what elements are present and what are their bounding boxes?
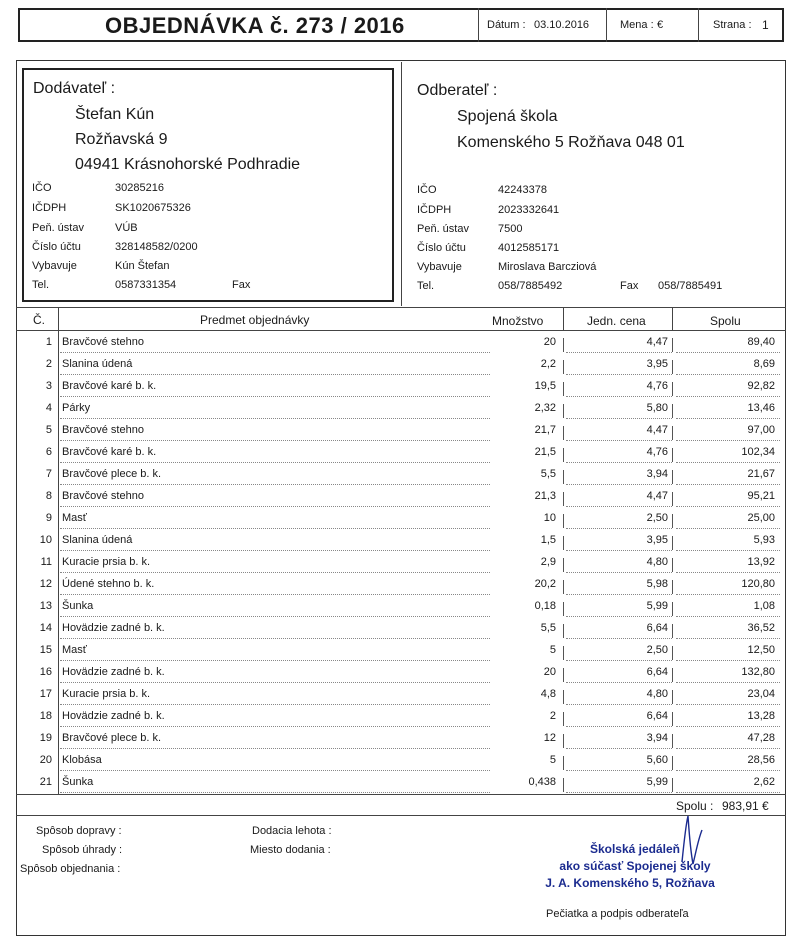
row-total: 92,82 [747,380,775,392]
row-unit-price: 3,94 [646,468,668,480]
row-divider [672,558,673,572]
row-underline [676,352,780,353]
row-divider [563,756,564,770]
row-divider [672,602,673,616]
row-underline [60,770,490,771]
row-underline [676,770,780,771]
table-row [0,486,800,508]
row-underline [676,704,780,705]
table-bottom-border [16,794,786,795]
document-title: OBJEDNÁVKA č. 273 / 2016 [105,13,405,38]
row-underline [60,396,490,397]
table-row [0,442,800,464]
customer-fax-value: 058/7885491 [658,280,723,292]
row-underline [676,374,780,375]
row-underline [676,726,780,727]
row-underline [676,748,780,749]
row-divider [563,382,564,396]
row-total: 102,34 [741,446,775,458]
row-item: Šunka [62,776,94,788]
row-divider [563,338,564,352]
row-quantity: 21,5 [534,446,556,458]
row-divider [563,492,564,506]
table-row [0,728,800,750]
row-divider [563,668,564,682]
stamp-line: ako súčasť Spojenej školy [559,859,711,873]
row-underline [60,506,490,507]
row-underline [566,748,672,749]
row-number: 3 [45,380,52,392]
row-unit-price: 4,76 [646,380,668,392]
row-number: 18 [39,710,52,722]
row-item: Hovädzie zadné b. k. [62,710,165,722]
row-divider [672,690,673,704]
row-number: 5 [45,424,52,436]
row-divider [672,646,673,660]
row-item: Slanina údená [62,358,133,370]
row-quantity: 2,32 [534,402,556,414]
row-quantity: 20,2 [534,578,556,590]
row-divider [672,470,673,484]
row-unit-price: 4,47 [646,490,668,502]
row-total: 13,46 [747,402,775,414]
payment-method-label: Spôsob úhrady : [42,844,123,856]
row-total: 25,00 [747,512,775,524]
customer-field-label: Tel. [417,280,435,292]
row-underline [60,440,490,441]
row-total: 97,00 [747,424,775,436]
table-row [0,706,800,728]
row-divider [563,448,564,462]
row-underline [566,374,672,375]
row-total: 120,80 [741,578,775,590]
row-divider [672,404,673,418]
row-underline [676,484,780,485]
row-underline [566,396,672,397]
row-total: 89,40 [747,336,775,348]
row-underline [676,682,780,683]
row-total: 132,80 [741,666,775,678]
customer-field-value: 058/7885492 [498,280,563,292]
supplier-city: 04941 Krásnohorské Podhradie [75,156,301,173]
row-item: Párky [62,402,91,414]
row-underline [60,550,490,551]
row-underline [566,770,672,771]
date-value: 03.10.2016 [534,19,590,31]
table-row [0,574,800,596]
row-divider [672,426,673,440]
row-underline [60,572,490,573]
row-underline [60,374,490,375]
row-unit-price: 5,60 [646,754,668,766]
supplier-field-label: Číslo účtu [32,241,81,253]
customer-field-label: IČDPH [417,204,452,216]
row-underline [60,704,490,705]
row-underline [60,792,490,793]
row-divider [672,448,673,462]
currency-value: € [657,19,664,31]
supplier-name: Štefan Kún [75,106,155,123]
row-number: 12 [39,578,52,590]
row-divider [563,360,564,374]
row-divider [563,602,564,616]
page-value: 1 [762,18,769,32]
row-divider [672,338,673,352]
signature-label: Pečiatka a podpis odberateľa [546,908,689,920]
supplier-field-value: Kún Štefan [115,260,170,272]
row-divider [672,492,673,506]
row-underline [566,682,672,683]
row-divider [563,514,564,528]
row-underline [566,726,672,727]
row-underline [676,506,780,507]
row-divider [563,536,564,550]
row-number: 17 [39,688,52,700]
supplier-fax-label: Fax [232,279,251,291]
row-divider [563,580,564,594]
row-item: Bravčové stehno [62,490,144,502]
table-col-divider [672,307,673,331]
row-quantity: 1,5 [540,534,556,546]
row-underline [566,418,672,419]
table-row [0,332,800,354]
row-item: Bravčové stehno [62,336,144,348]
row-underline [566,462,672,463]
row-underline [60,660,490,661]
row-unit-price: 4,76 [646,446,668,458]
row-underline [676,550,780,551]
row-number: 7 [45,468,52,480]
row-item: Bravčové stehno [62,424,144,436]
row-divider [672,360,673,374]
row-underline [676,418,780,419]
row-divider [563,558,564,572]
row-underline [676,528,780,529]
row-total: 21,67 [747,468,775,480]
party-divider [401,62,402,306]
row-unit-price: 3,94 [646,732,668,744]
row-underline [60,638,490,639]
row-quantity: 0,438 [528,776,556,788]
row-quantity: 2 [549,710,556,722]
row-underline [676,792,780,793]
row-number: 11 [40,556,52,568]
supplier-box [22,68,394,302]
row-underline [676,572,780,573]
delivery-deadline-label: Dodacia lehota : [252,825,332,837]
delivery-method-label: Spôsob dopravy : [36,825,122,837]
row-divider [563,712,564,726]
delivery-place-label: Miesto dodania : [250,844,331,856]
row-quantity: 10 [543,512,556,524]
row-item: Bravčové karé b. k. [62,380,157,392]
supplier-field-value: 0587331354 [115,279,177,291]
signature-mark [660,812,720,872]
customer-field-label: IČO [417,184,437,196]
row-total: 12,50 [747,644,775,656]
col-header-qty: Množstvo [492,314,544,328]
row-underline [566,660,672,661]
row-quantity: 2,2 [540,358,556,370]
row-divider [563,690,564,704]
row-item: Bravčové karé b. k. [62,446,157,458]
row-underline [566,792,672,793]
row-unit-price: 3,95 [646,358,668,370]
row-number: 15 [39,644,52,656]
row-total: 23,04 [747,688,775,700]
page-label: Strana : [713,19,752,31]
row-item: Kuracie prsia b. k. [62,688,151,700]
date-label: Dátum : [487,19,526,31]
table-row [0,618,800,640]
supplier-field-label: Peň. ústav [32,222,84,234]
row-quantity: 21,7 [534,424,556,436]
row-underline [566,440,672,441]
row-quantity: 12 [543,732,556,744]
table-row [0,596,800,618]
row-underline [60,484,490,485]
row-total: 13,28 [747,710,775,722]
col-header-item: Predmet objednávky [200,313,310,327]
row-unit-price: 4,80 [646,688,668,700]
row-unit-price: 4,80 [646,556,668,568]
row-underline [60,462,490,463]
table-top-border [16,307,786,308]
row-number: 20 [39,754,52,766]
row-underline [566,352,672,353]
order-method-label: Spôsob objednania : [20,863,121,875]
row-quantity: 5 [549,644,556,656]
row-unit-price: 6,64 [646,622,668,634]
customer-field-value: 7500 [498,223,523,235]
row-underline [60,418,490,419]
row-number: 10 [39,534,52,546]
row-total: 28,56 [747,754,775,766]
supplier-street: Rožňavská 9 [75,131,168,148]
row-divider [563,778,564,792]
row-unit-price: 6,64 [646,710,668,722]
customer-field-value: Miroslava Barcziová [498,261,597,273]
stamp-line: Školská jedáleň [589,842,681,856]
row-underline [60,748,490,749]
row-item: Masť [62,644,87,656]
row-divider [672,580,673,594]
row-divider [672,712,673,726]
row-total: 36,52 [747,622,775,634]
row-underline [676,660,780,661]
customer-field-value: 2023332641 [498,204,560,216]
row-underline [60,528,490,529]
row-divider [672,734,673,748]
row-underline [60,616,490,617]
table-row [0,354,800,376]
customer-field-value: 4012585171 [498,242,560,254]
table-row [0,508,800,530]
row-divider [563,624,564,638]
row-number: 14 [39,622,52,634]
row-underline [60,352,490,353]
row-divider [563,646,564,660]
table-header-border [16,330,786,331]
row-underline [566,704,672,705]
row-quantity: 21,3 [534,490,556,502]
table-row [0,420,800,442]
row-divider [672,514,673,528]
row-underline [676,594,780,595]
row-number: 1 [45,336,52,348]
row-underline [566,506,672,507]
table-row [0,772,800,794]
supplier-field-value: 30285216 [115,182,164,194]
row-item: Masť [62,512,87,524]
row-divider [672,778,673,792]
supplier-field-value: 328148582/0200 [115,241,198,253]
col-header-num: Č. [33,313,45,327]
row-quantity: 4,8 [540,688,556,700]
row-divider [672,536,673,550]
row-total: 95,21 [747,490,775,502]
row-quantity: 5 [549,754,556,766]
row-divider [563,734,564,748]
row-item: Klobása [62,754,102,766]
table-col-divider [563,307,564,331]
row-underline [566,484,672,485]
row-unit-price: 5,99 [646,600,668,612]
row-divider [563,404,564,418]
row-quantity: 20 [543,666,556,678]
col-header-total: Spolu [710,314,741,328]
row-number: 19 [39,732,52,744]
row-total: 2,62 [753,776,775,788]
row-number: 4 [45,402,52,414]
row-item: Hovädzie zadné b. k. [62,622,165,634]
customer-field-label: Číslo účtu [417,242,466,254]
row-underline [60,682,490,683]
row-number: 6 [45,446,52,458]
currency-label: Mena : [620,19,654,31]
customer-field-label: Peň. ústav [417,223,469,235]
row-total: 13,92 [747,556,775,568]
sum-value: 983,91 € [722,799,769,813]
table-row [0,464,800,486]
customer-field-value: 42243378 [498,184,547,196]
table-row [0,684,800,706]
row-underline [566,594,672,595]
row-quantity: 2,9 [540,556,556,568]
row-total: 8,69 [753,358,775,370]
row-underline [676,616,780,617]
row-divider [672,382,673,396]
row-unit-price: 2,50 [646,644,668,656]
row-underline [566,638,672,639]
row-item: Bravčové plece b. k. [62,468,162,480]
table-row [0,376,800,398]
row-divider [672,624,673,638]
row-underline [676,638,780,639]
row-item: Slanina údená [62,534,133,546]
customer-heading: Odberateľ : [417,82,498,99]
row-underline [676,462,780,463]
row-total: 5,93 [753,534,775,546]
row-quantity: 20 [543,336,556,348]
row-unit-price: 5,98 [646,578,668,590]
row-total: 47,28 [747,732,775,744]
row-underline [60,594,490,595]
header-divider [698,8,699,42]
customer-address: Komenského 5 Rožňava 048 01 [457,134,685,151]
customer-fax-label: Fax [620,280,639,292]
supplier-field-label: IČO [32,182,52,194]
supplier-field-value: VÚB [115,222,138,234]
table-row [0,398,800,420]
row-item: Kuracie prsia b. k. [62,556,151,568]
row-number: 2 [45,358,52,370]
table-row [0,552,800,574]
row-number: 16 [39,666,52,678]
supplier-heading: Dodávateľ : [33,80,116,97]
col-header-price: Jedn. cena [587,314,646,328]
table-row [0,530,800,552]
customer-name: Spojená škola [457,108,558,125]
supplier-field-label: Vybavuje [32,260,77,272]
table-row [0,640,800,662]
row-unit-price: 5,99 [646,776,668,788]
row-item: Údené stehno b. k. [62,578,155,590]
table-row [0,750,800,772]
row-item: Bravčové plece b. k. [62,732,162,744]
row-number: 8 [45,490,52,502]
row-underline [566,550,672,551]
row-quantity: 5,5 [540,622,556,634]
row-unit-price: 5,80 [646,402,668,414]
header-divider [478,8,479,42]
row-quantity: 19,5 [534,380,556,392]
row-divider [672,756,673,770]
row-underline [566,528,672,529]
row-underline [566,616,672,617]
row-underline [676,440,780,441]
row-unit-price: 4,47 [646,424,668,436]
row-quantity: 5,5 [540,468,556,480]
header-divider [606,8,607,42]
row-underline [60,726,490,727]
row-unit-price: 3,95 [646,534,668,546]
row-unit-price: 6,64 [646,666,668,678]
row-number: 13 [39,600,52,612]
row-number: 21 [39,776,52,788]
row-number: 9 [45,512,52,524]
row-quantity: 0,18 [534,600,556,612]
row-unit-price: 2,50 [646,512,668,524]
customer-field-label: Vybavuje [417,261,462,273]
row-divider [563,426,564,440]
row-total: 1,08 [753,600,775,612]
supplier-field-label: IČDPH [32,202,67,214]
row-underline [566,572,672,573]
row-divider [672,668,673,682]
stamp-line: J. A. Komenského 5, Rožňava [545,876,715,890]
row-item: Šunka [62,600,94,612]
row-unit-price: 4,47 [646,336,668,348]
row-item: Hovädzie zadné b. k. [62,666,165,678]
supplier-field-value: SK1020675326 [115,202,191,214]
row-underline [676,396,780,397]
row-divider [563,470,564,484]
sum-label: Spolu : [676,799,714,813]
supplier-field-label: Tel. [32,279,50,291]
table-row [0,662,800,684]
